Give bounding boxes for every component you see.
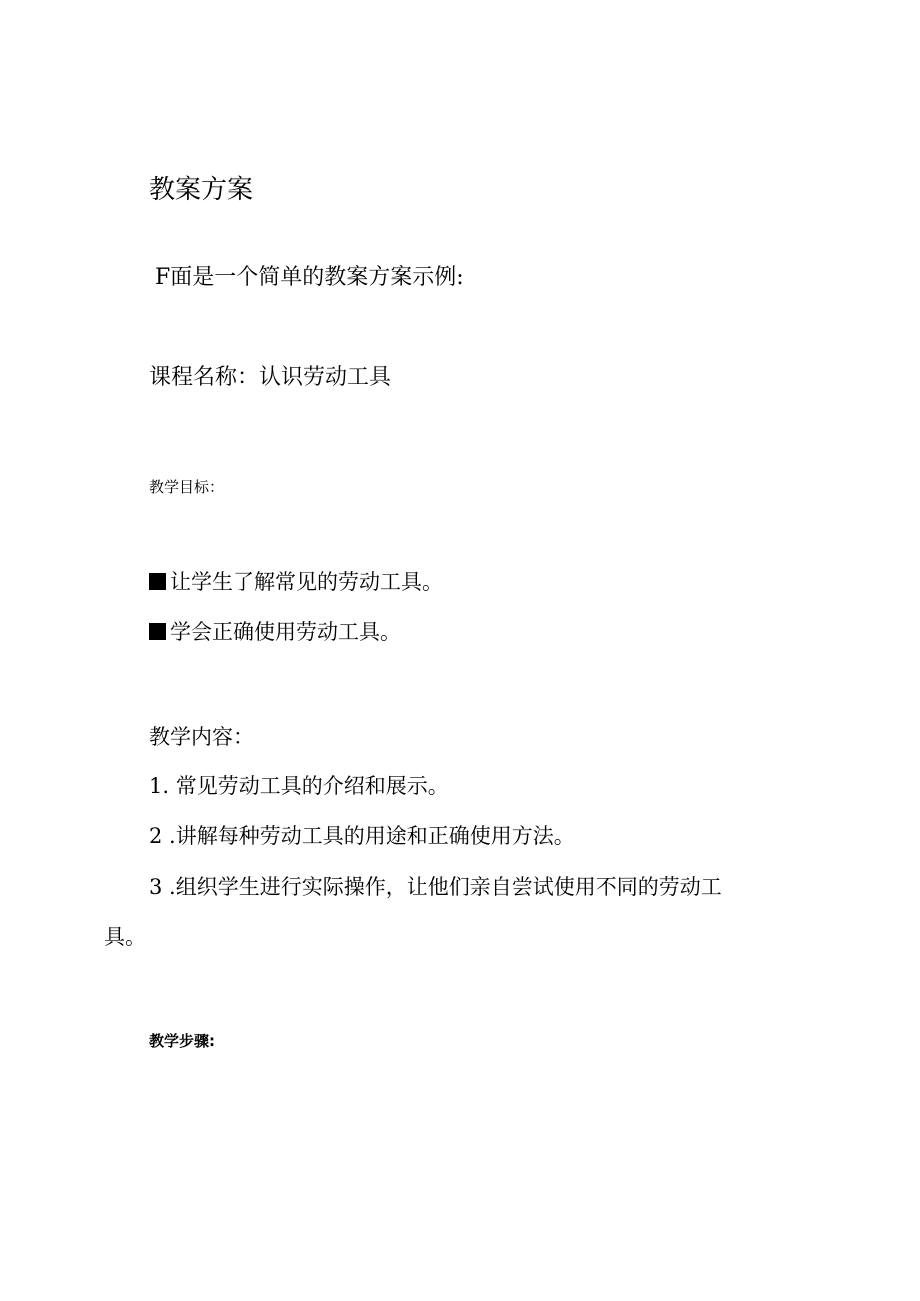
document-title: 教案方案: [149, 175, 254, 205]
square-bullet-icon: [149, 623, 166, 640]
square-bullet-icon: [149, 573, 166, 590]
content-item: 2 .讲解每种劳动工具的用途和正确使用方法。: [149, 824, 575, 848]
intro-text: F面是一个简单的教案方案示例:: [155, 265, 464, 290]
content-item: 1. 常见劳动工具的介绍和展示。: [149, 774, 449, 798]
goal-item-text: 让学生了解常见的劳动工具。: [170, 570, 443, 594]
goal-item-text: 学会正确使用劳动工具。: [170, 620, 401, 644]
goal-item: [149, 572, 443, 593]
goals-heading: 教学目标：: [149, 478, 225, 496]
content-item-continuation: 具。: [104, 925, 146, 949]
goal-item: [149, 622, 401, 643]
course-name: 课程名称：认识劳动工具: [149, 365, 392, 390]
steps-heading: 教学步骤:: [149, 1032, 215, 1050]
content-item: 3 .组织学生进行实际操作，让他们亲自尝试使用不同的劳动工: [149, 875, 722, 899]
content-heading: 教学内容：: [149, 725, 254, 749]
